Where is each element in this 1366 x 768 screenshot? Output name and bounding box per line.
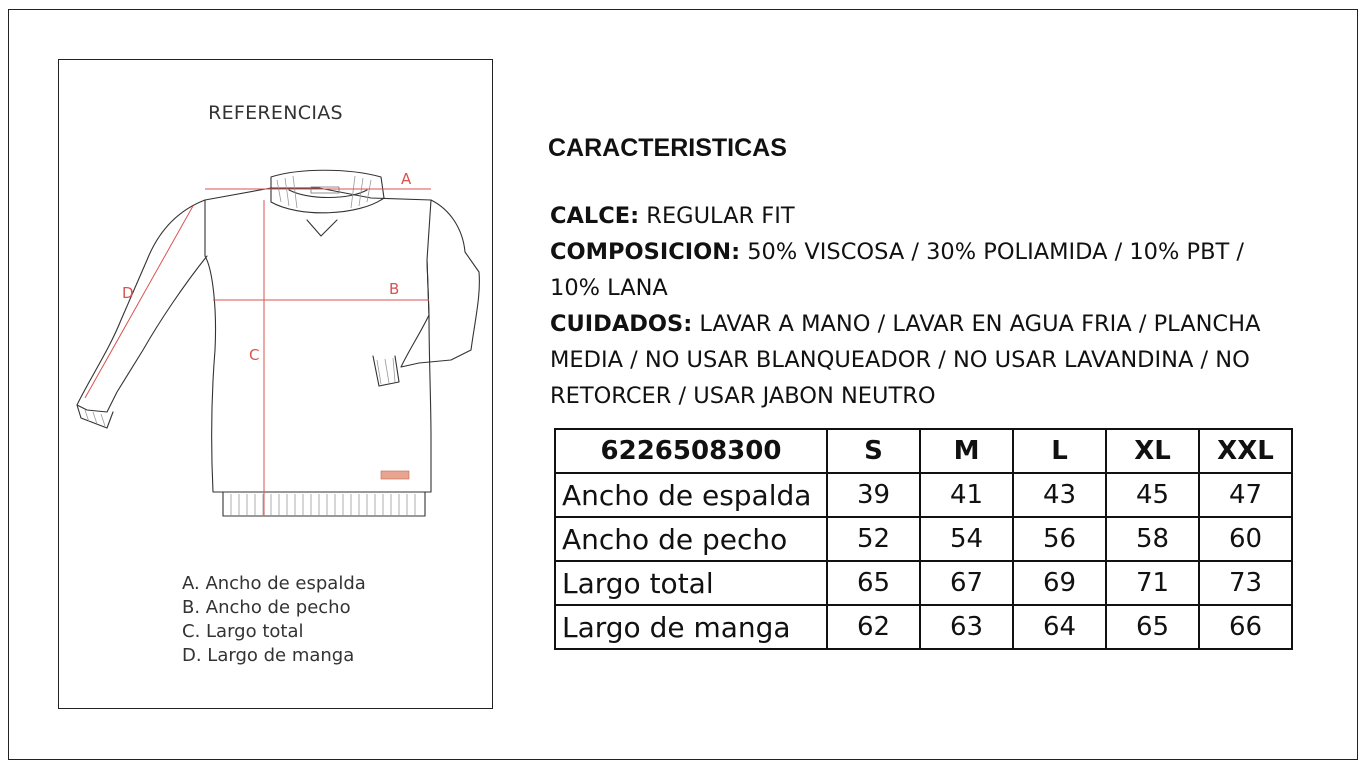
- size-header-s: S: [827, 429, 920, 473]
- size-header-m: M: [920, 429, 1013, 473]
- table-cell: 62: [827, 605, 920, 649]
- right-sleeve-outline: [401, 200, 479, 367]
- reference-legend: [182, 572, 366, 668]
- row-label: Ancho de pecho: [555, 517, 827, 561]
- legend-item-c: C. Largo total: [182, 621, 304, 642]
- size-header-xxl: XXL: [1199, 429, 1292, 473]
- table-cell: 64: [1013, 605, 1106, 649]
- size-table-header: [555, 429, 1292, 473]
- hem-tag: [381, 471, 409, 479]
- table-row: [555, 605, 1292, 649]
- table-row: [555, 517, 1292, 561]
- marker-b: B: [389, 280, 400, 298]
- marker-a: A: [401, 170, 412, 188]
- table-cell: 54: [920, 517, 1013, 561]
- collar-outline: [271, 170, 384, 213]
- marker-c: C: [249, 346, 260, 364]
- product-code: 6226508300: [555, 429, 827, 473]
- table-cell: 41: [920, 473, 1013, 517]
- v-notch: [307, 220, 337, 236]
- legend-item-a: A. Ancho de espalda: [182, 573, 366, 594]
- legend-item-b: B. Ancho de pecho: [182, 597, 351, 618]
- row-label: Largo de manga: [555, 605, 827, 649]
- table-row: [555, 561, 1292, 605]
- marker-d: D: [122, 284, 134, 302]
- hem-outline: [223, 492, 425, 516]
- table-cell: 60: [1199, 517, 1292, 561]
- row-label: Largo total: [555, 561, 827, 605]
- table-cell: 71: [1106, 561, 1199, 605]
- spec-fit-value: REGULAR FIT: [639, 203, 795, 229]
- table-cell: 43: [1013, 473, 1106, 517]
- spec-care: [550, 306, 1290, 414]
- left-cuff: [77, 405, 113, 428]
- table-row: [555, 473, 1292, 517]
- spec-fit: [550, 198, 1290, 234]
- table-cell: 58: [1106, 517, 1199, 561]
- reference-panel: [58, 59, 493, 709]
- spec-care-value: LAVAR A MANO / LAVAR EN AGUA FRIA / PLANCHA MEDIA / NO USAR BLANQUEADOR / NO USAR LAVANDINA / NO RETORCER / USAR JABON NEUTRO: [550, 311, 1261, 409]
- legend-item-d: D. Largo de manga: [182, 645, 355, 666]
- left-sleeve-outline: [77, 200, 207, 412]
- reference-title: REFERENCIAS: [208, 102, 343, 124]
- row-label: Ancho de espalda: [555, 473, 827, 517]
- spec-composition-value: 50% VISCOSA / 30% POLIAMIDA / 10% PBT / 10% LANA: [550, 239, 1244, 301]
- table-cell: 56: [1013, 517, 1106, 561]
- table-cell: 39: [827, 473, 920, 517]
- spec-list: [550, 198, 1290, 414]
- table-cell: 73: [1199, 561, 1292, 605]
- table-cell: 63: [920, 605, 1013, 649]
- table-cell: 65: [1106, 605, 1199, 649]
- table-cell: 66: [1199, 605, 1292, 649]
- table-cell: 67: [920, 561, 1013, 605]
- features-section: [548, 134, 1288, 409]
- table-cell: 69: [1013, 561, 1106, 605]
- body-outline: [205, 188, 431, 492]
- size-table: [554, 428, 1293, 650]
- spec-care-key: CUIDADOS:: [550, 311, 693, 337]
- collar-inner: [289, 190, 367, 198]
- features-title: CARACTERISTICAS: [548, 134, 787, 162]
- table-cell: 52: [827, 517, 920, 561]
- spec-composition: [550, 234, 1290, 306]
- collar-ribbing: [277, 176, 371, 208]
- table-cell: 45: [1106, 473, 1199, 517]
- size-header-xl: XL: [1106, 429, 1199, 473]
- measure-line-d: [85, 206, 193, 398]
- spec-composition-key: COMPOSICION:: [550, 239, 741, 265]
- size-header-l: L: [1013, 429, 1106, 473]
- spec-fit-key: CALCE:: [550, 203, 640, 229]
- table-cell: 65: [827, 561, 920, 605]
- table-cell: 47: [1199, 473, 1292, 517]
- hem-ribbing: [231, 494, 415, 515]
